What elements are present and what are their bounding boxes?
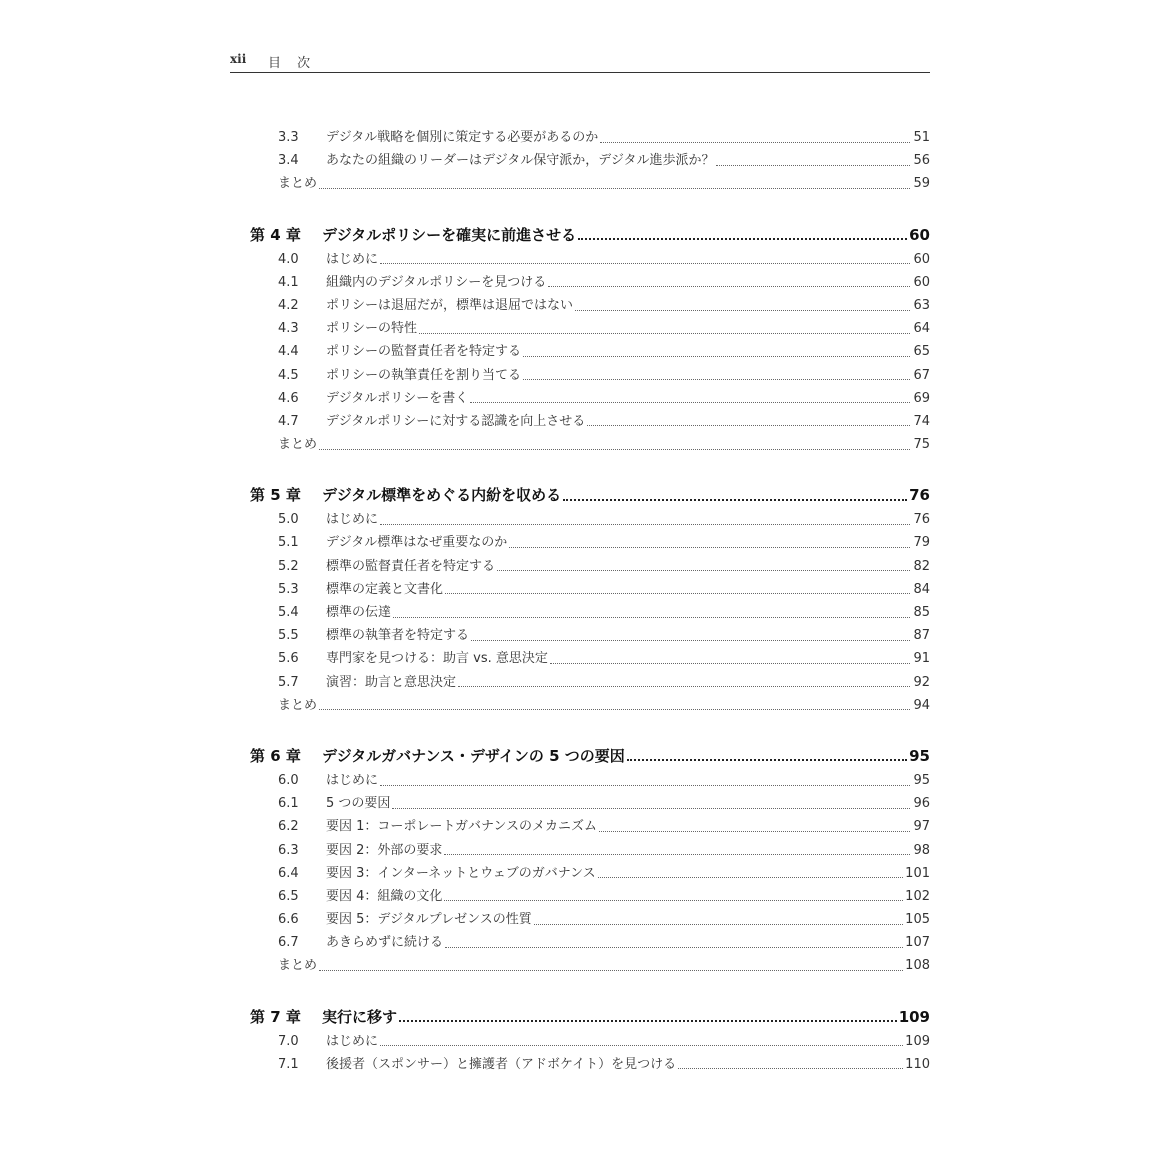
dot-leader (445, 946, 903, 948)
toc-entry[interactable] (250, 839, 930, 862)
section-title: ポリシーは退屈だが，標準は退屈ではない (326, 297, 574, 313)
dot-leader (399, 1019, 897, 1022)
section-title: 標準の定義と文書化 (326, 581, 444, 597)
dot-leader (319, 448, 910, 450)
chapter-page-number: 95 (909, 746, 930, 765)
page-number: 67 (913, 367, 930, 383)
section-number: 5.4 (278, 605, 299, 620)
page-number: 56 (913, 153, 930, 169)
page-number: 74 (913, 413, 930, 429)
toc-entry[interactable] (250, 671, 930, 694)
dot-leader (419, 332, 910, 334)
section-number: 6.7 (278, 935, 299, 951)
toc-entry[interactable] (250, 1030, 930, 1053)
section-title: はじめに (326, 512, 379, 528)
section-number: 4.0 (278, 251, 299, 267)
chapter-heading[interactable] (250, 743, 930, 769)
dot-leader (599, 830, 910, 832)
chapter-number: 第 5 章 (250, 486, 301, 505)
toc-summary-entry[interactable] (250, 694, 930, 717)
section-number: 3.4 (278, 153, 299, 169)
page-number: 110 (905, 1056, 930, 1072)
toc-entry[interactable] (250, 410, 930, 433)
page-number: 69 (913, 390, 930, 406)
page-number: 59 (913, 176, 930, 192)
summary-label: まとめ (278, 437, 318, 453)
section-title: デジタルポリシーを書く (326, 390, 469, 406)
page-number: 108 (905, 958, 930, 974)
dot-leader (380, 262, 910, 264)
toc-entry[interactable] (250, 294, 930, 317)
dot-leader (319, 969, 903, 971)
section-number: 4.4 (278, 344, 299, 360)
section-title: はじめに (326, 1033, 379, 1049)
dot-leader (598, 876, 903, 878)
page-number: 65 (913, 344, 930, 360)
dot-leader (575, 309, 910, 311)
section-number: 4.7 (278, 413, 299, 429)
section-spacer (250, 456, 930, 482)
section-number: 6.1 (278, 796, 299, 812)
page-number: 92 (913, 674, 930, 690)
dot-leader (393, 616, 910, 618)
chapter-heading[interactable] (250, 482, 930, 508)
section-number: 5.2 (278, 558, 299, 574)
toc-entry[interactable] (250, 792, 930, 815)
running-header (230, 50, 930, 73)
section-number: 4.6 (278, 390, 299, 406)
dot-leader (458, 685, 910, 687)
dot-leader (523, 355, 910, 357)
section-number: 6.3 (278, 842, 299, 858)
toc-entry[interactable] (250, 769, 930, 792)
toc-summary-entry[interactable] (250, 954, 930, 977)
toc-entry[interactable] (250, 531, 930, 554)
section-spacer (250, 978, 930, 1004)
page-number: 60 (913, 251, 930, 267)
section-title: デジタルポリシーに対する認識を向上させる (326, 413, 586, 429)
section-title: デジタル戦略を個別に策定する必要があるのか (326, 130, 599, 145)
toc-entry[interactable] (250, 908, 930, 931)
dot-leader (578, 237, 907, 240)
toc-entry[interactable] (250, 885, 930, 908)
section-number: 3.3 (278, 130, 299, 145)
section-number: 5.3 (278, 581, 299, 597)
toc-entry[interactable] (250, 578, 930, 601)
section-title: あなたの組織のリーダーはデジタル保守派か，デジタル進歩派か？ (326, 153, 715, 169)
section-title: ポリシーの特性 (326, 321, 418, 337)
toc-entry[interactable] (250, 1053, 930, 1076)
dot-leader (392, 807, 910, 809)
dot-leader (523, 378, 910, 380)
page-number: 82 (913, 558, 930, 574)
section-number: 5.5 (278, 628, 299, 644)
section-spacer (250, 196, 930, 222)
section-number: 5.6 (278, 651, 299, 667)
section-number: 6.6 (278, 912, 299, 928)
toc-summary-entry[interactable] (250, 172, 930, 195)
page-number: 107 (905, 935, 930, 951)
page-number: 75 (913, 437, 930, 453)
section-title: 要因 2：外部の要求 (326, 842, 443, 858)
toc-entry[interactable] (250, 317, 930, 340)
dot-leader (471, 639, 910, 641)
section-title: 組織内のデジタルポリシーを見つける (326, 274, 547, 290)
section-number: 5.1 (278, 535, 299, 551)
chapter-number: 第 6 章 (250, 746, 301, 765)
chapter-page-number: 109 (898, 1007, 930, 1026)
toc-entry[interactable] (250, 364, 930, 387)
section-title: あきらめずに続ける (326, 935, 444, 951)
dot-leader (319, 708, 910, 710)
section-title: はじめに (326, 772, 379, 788)
toc-entry[interactable] (250, 601, 930, 624)
chapter-title: デジタルガバナンス・デザインの 5 つの要因 (322, 746, 625, 765)
dot-leader (563, 498, 907, 501)
page-number: 79 (913, 535, 930, 551)
page-number: 95 (913, 772, 930, 788)
page-number: 63 (913, 297, 930, 313)
page-number: 97 (913, 819, 930, 835)
section-number: 4.1 (278, 274, 299, 290)
section-title: 要因 5：デジタルプレゼンスの性質 (326, 912, 532, 928)
section-title: ポリシーの執筆責任を割り当てる (326, 367, 522, 383)
page-number: 84 (913, 581, 930, 597)
section-number: 6.5 (278, 888, 299, 904)
section-number: 4.2 (278, 297, 299, 313)
chapter-title: 実行に移す (322, 1007, 398, 1026)
toc-entry[interactable] (250, 862, 930, 885)
dot-leader (627, 758, 907, 761)
summary-label: まとめ (278, 697, 318, 713)
section-title: デジタル標準はなぜ重要なのか (326, 535, 508, 551)
section-number: 5.7 (278, 674, 299, 690)
dot-leader (587, 424, 910, 426)
table-of-contents (250, 126, 930, 1076)
toc-entry[interactable] (250, 624, 930, 647)
section-title: 要因 4：組織の文化 (326, 888, 443, 904)
dot-leader (497, 569, 910, 571)
dot-leader (548, 285, 910, 287)
chapter-heading[interactable] (250, 222, 930, 248)
chapter-title: デジタルポリシーを確実に前進させる (322, 225, 577, 244)
dot-leader (380, 523, 910, 525)
section-title: 要因 3：インターネットとウェブのガバナンス (326, 865, 596, 881)
chapter-heading[interactable] (250, 1004, 930, 1030)
section-number: 7.0 (278, 1033, 299, 1049)
toc-entry[interactable] (250, 387, 930, 410)
section-title: 演習：助言と意思決定 (326, 674, 457, 690)
chapter-number: 第 4 章 (250, 225, 301, 244)
page-number: 105 (905, 912, 930, 928)
dot-leader (534, 923, 903, 925)
section-title: ポリシーの監督責任者を特定する (326, 344, 522, 360)
dot-leader (678, 1067, 903, 1069)
section-number: 6.0 (278, 772, 299, 788)
page-number: 85 (913, 605, 930, 620)
dot-leader (509, 546, 910, 548)
dot-leader (444, 853, 910, 855)
section-spacer (250, 717, 930, 743)
section-title: 標準の監督責任者を特定する (326, 558, 496, 574)
toc-entry[interactable] (250, 508, 930, 531)
page-number: 87 (913, 628, 930, 644)
toc-entry[interactable] (250, 248, 930, 271)
section-title: 専門家を見つける：助言 vs. 意思決定 (326, 651, 548, 667)
summary-label: まとめ (278, 176, 318, 192)
section-title: 標準の執筆者を特定する (326, 628, 470, 644)
toc-entry[interactable] (250, 149, 930, 172)
toc-entry[interactable] (250, 340, 930, 363)
page-number: 91 (913, 651, 930, 667)
page-number: 76 (913, 512, 930, 528)
section-number: 6.2 (278, 819, 299, 835)
toc-entry[interactable] (250, 647, 930, 670)
page-number: 51 (913, 130, 930, 145)
toc-summary-entry[interactable] (250, 433, 930, 456)
dot-leader (380, 784, 910, 786)
dot-leader (470, 401, 910, 403)
chapter-title: デジタル標準をめぐる内紛を収める (322, 486, 562, 505)
page-number: 94 (913, 697, 930, 713)
section-title: 要因 1：コーポレートガバナンスのメカニズム (326, 819, 597, 835)
page-number: 98 (913, 842, 930, 858)
section-number: 5.0 (278, 512, 299, 528)
page-number: 64 (913, 321, 930, 337)
page-number: 101 (905, 865, 930, 881)
dot-leader (445, 592, 910, 594)
section-number: 6.4 (278, 865, 299, 881)
toc-entry[interactable] (250, 555, 930, 578)
section-number: 4.5 (278, 367, 299, 383)
toc-entry[interactable] (250, 931, 930, 954)
dot-leader (600, 141, 910, 143)
summary-label: まとめ (278, 958, 318, 974)
page-number: 102 (905, 888, 930, 904)
toc-entry[interactable] (250, 815, 930, 838)
section-number: 7.1 (278, 1056, 299, 1072)
toc-entry[interactable] (250, 271, 930, 294)
section-title: 後援者（スポンサー）と擁護者（アドボケイト）を見つける (326, 1056, 677, 1072)
toc-entry[interactable] (250, 126, 930, 149)
dot-leader (550, 662, 910, 664)
section-title: 標準の伝達 (326, 605, 392, 620)
chapter-page-number: 60 (909, 225, 930, 244)
section-title: 5 つの要因 (326, 796, 391, 812)
dot-leader (319, 187, 910, 189)
header-title: 目 次 (268, 56, 317, 71)
page-number: 60 (913, 274, 930, 290)
chapter-page-number: 76 (909, 486, 930, 505)
dot-leader (380, 1044, 903, 1046)
page-number: 109 (905, 1033, 930, 1049)
dot-leader (444, 899, 903, 901)
dot-leader (716, 164, 910, 166)
chapter-number: 第 7 章 (250, 1007, 301, 1026)
section-number: 4.3 (278, 321, 299, 337)
section-title: はじめに (326, 251, 379, 267)
page-number: 96 (913, 796, 930, 812)
header-page-number: xii (230, 52, 247, 66)
